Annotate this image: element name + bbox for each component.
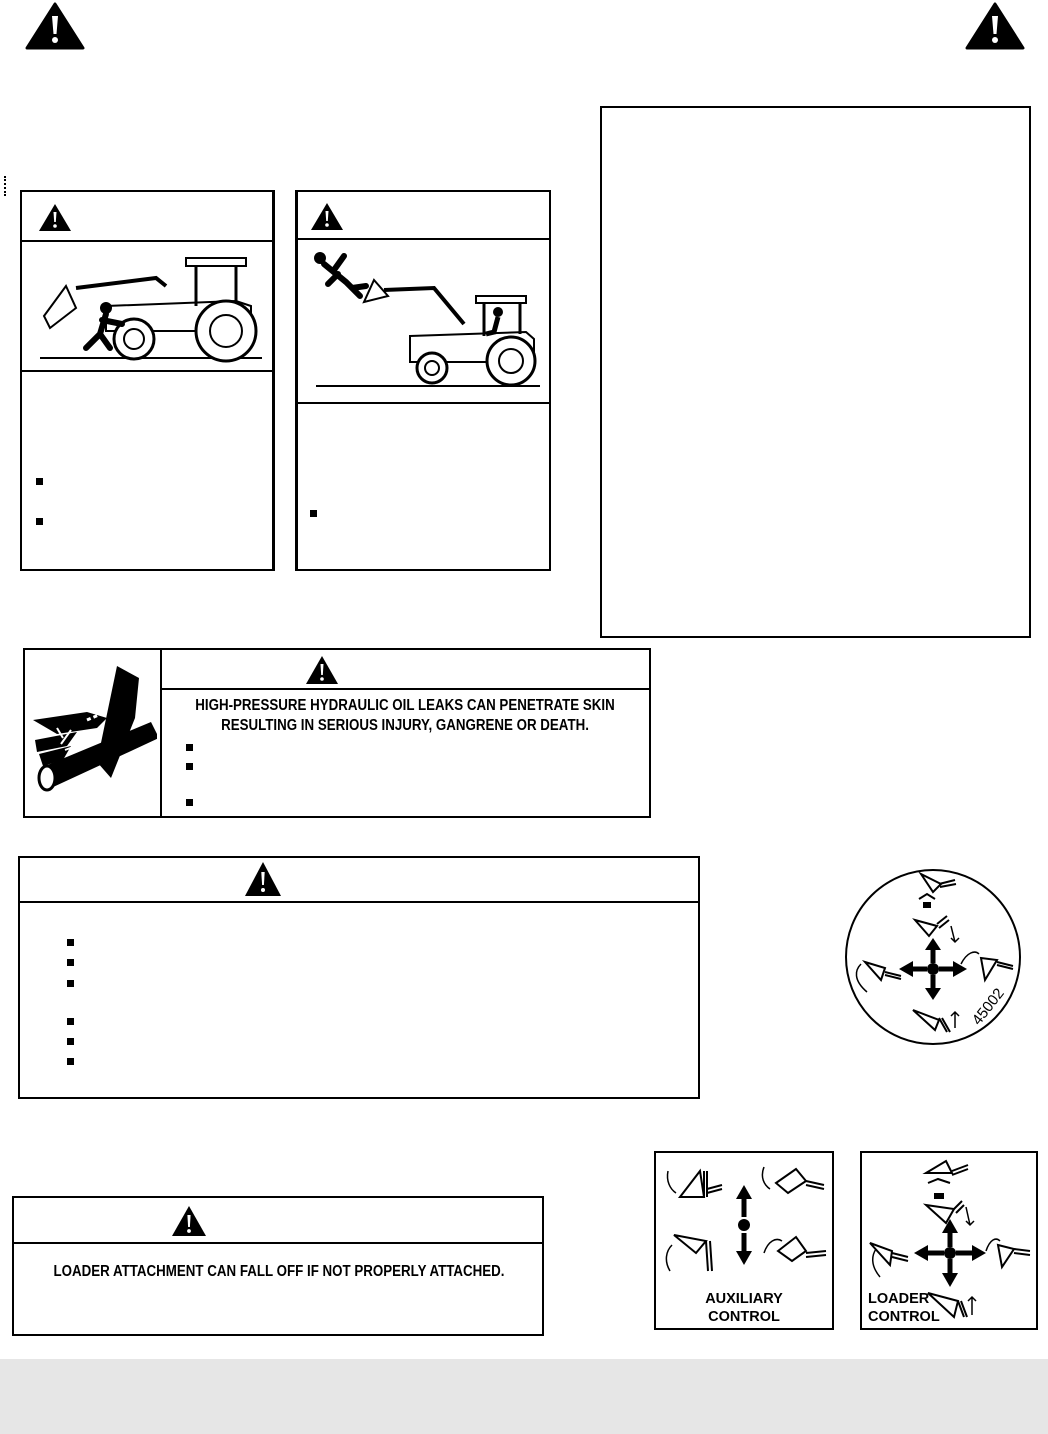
page-footer-bar <box>0 1359 1048 1434</box>
warning-triangle-icon <box>171 1205 207 1237</box>
auxiliary-control-decal <box>654 1151 834 1330</box>
square-bullet-icon <box>67 1058 74 1065</box>
crush-hazard-decal <box>20 190 274 571</box>
square-bullet-icon <box>67 980 74 987</box>
square-bullet-icon <box>310 510 317 517</box>
square-bullet-icon <box>186 744 193 751</box>
hydraulic-oil-decal <box>23 648 651 818</box>
hydraulic-warning-line2: RESULTING IN SERIOUS INJURY, GANGRENE OR DEATH. <box>221 717 589 734</box>
warning-triangle-icon <box>25 2 85 50</box>
warning-triangle-icon <box>305 655 339 685</box>
decal-divider <box>273 190 297 571</box>
square-bullet-icon <box>67 939 74 946</box>
general-warning-decal <box>18 856 700 1099</box>
loader-control-decal <box>860 1151 1038 1330</box>
fall-hazard-decal <box>296 190 551 571</box>
auxiliary-control-diagram <box>656 1153 832 1293</box>
safety-decal-panel <box>600 106 1031 638</box>
crop-mark <box>4 176 8 196</box>
warning-triangle-icon <box>310 202 344 231</box>
square-bullet-icon <box>186 763 193 770</box>
hydraulic-warning-line1: HIGH-PRESSURE HYDRAULIC OIL LEAKS CAN PENETRATE SKIN <box>195 697 615 714</box>
warning-triangle-icon <box>244 861 282 897</box>
warning-triangle-icon <box>38 203 72 232</box>
loader-control-label-line1: LOADER <box>868 1291 930 1307</box>
square-bullet-icon <box>186 799 193 806</box>
square-bullet-icon <box>36 518 43 525</box>
round-control-decal <box>843 868 1023 1046</box>
part-number: 45002 <box>968 985 1008 1029</box>
warning-triangle-icon <box>965 2 1025 50</box>
square-bullet-icon <box>67 1018 74 1025</box>
square-bullet-icon <box>67 959 74 966</box>
crush-illustration <box>36 246 266 366</box>
square-bullet-icon <box>67 1038 74 1045</box>
square-bullet-icon <box>36 478 43 485</box>
fall-illustration <box>304 244 544 394</box>
attachment-warning-decal <box>12 1196 544 1336</box>
auxiliary-control-label-line2: CONTROL <box>708 1309 780 1325</box>
auxiliary-control-label-line1: AUXILIARY <box>705 1291 783 1307</box>
attachment-warning-text: LOADER ATTACHMENT CAN FALL OFF IF NOT PROPERLY ATTACHED. <box>53 1263 505 1280</box>
loader-control-label-line2: CONTROL <box>868 1309 940 1325</box>
hand-injection-illustration <box>27 658 157 808</box>
